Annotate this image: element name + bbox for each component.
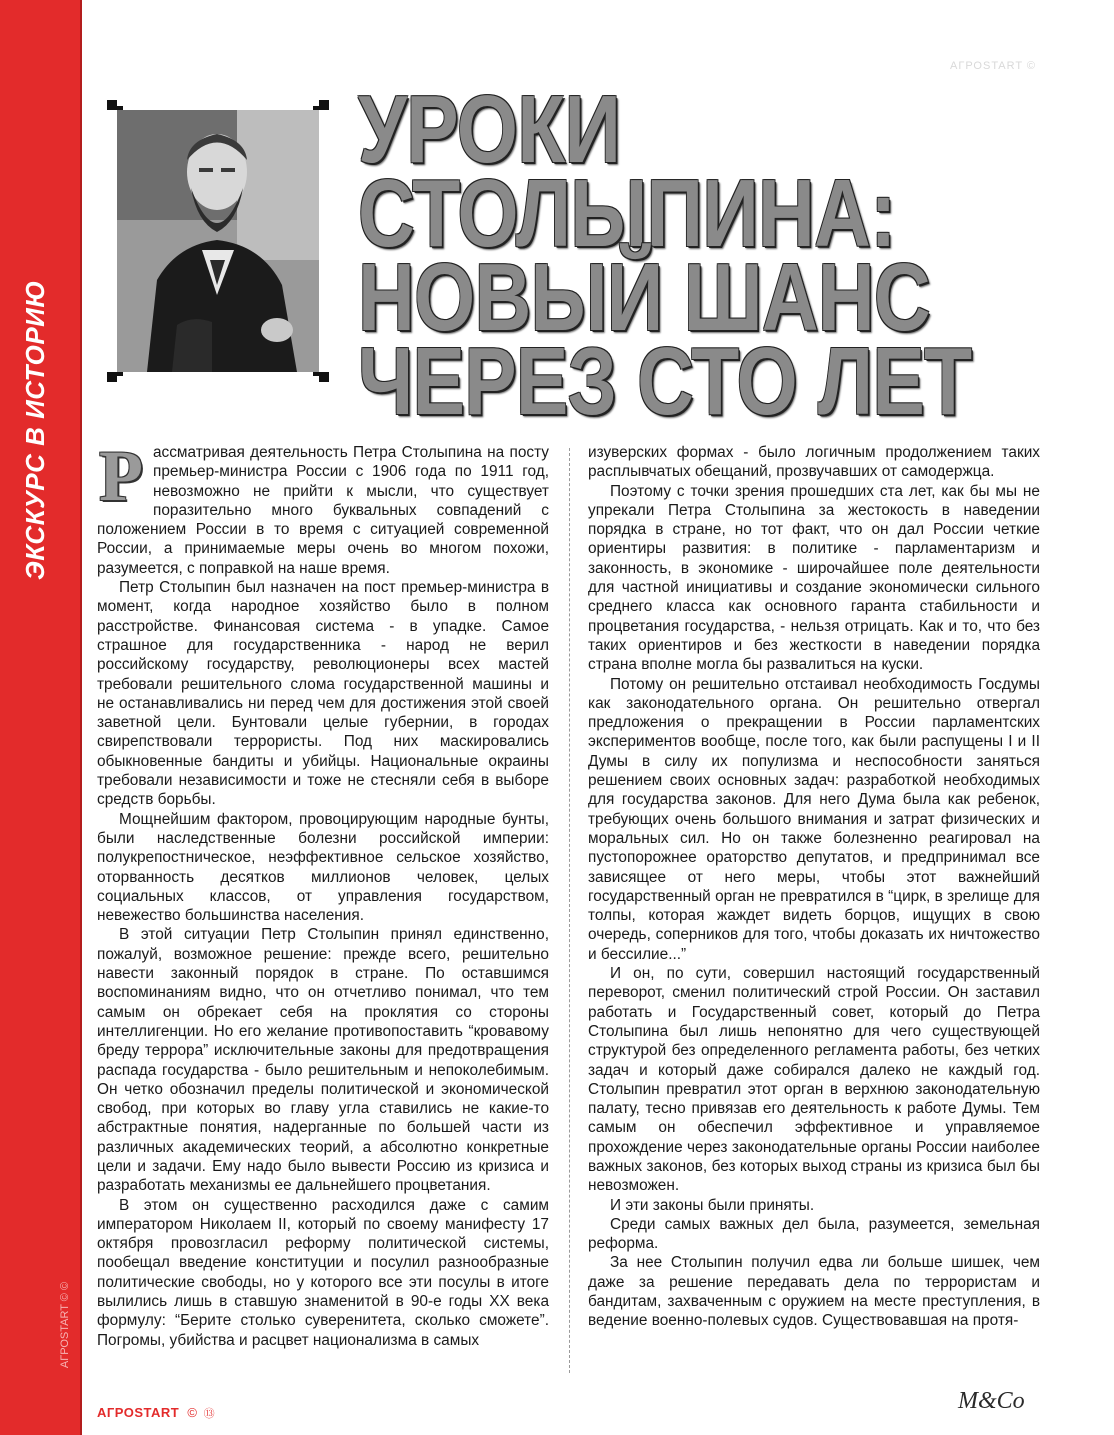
article-paragraph: Потому он решительно отстаивал необходимость Госдумы как законодательного органа. Он решительно отвергал предложения о прекращении в России парламентских экспериментов вообще, после того, как были распущены I и II Думы в силу их популизма и неспособности заняться решением своих основных задач: разработкой необходимых для государства законов. Для него Дума была как ребенок, требующих очень большого внимания и затрат физических и моральных сил. Но он также болезненно реагировал на пустопорожнее ораторство депутатов, и предпринимал все зависящее от него меры, чтобы этот важнейший государственный орган не превратился в “цирк, в зрелище для толпы, которая жаждет видеть борцов, ищущих в свою очередь, соперников для того, чтобы доказать их ничтожество и бессилие...” (588, 675, 1040, 963)
column-divider (569, 448, 571, 1373)
article-title (358, 76, 972, 435)
author-signature: M&Co (958, 1388, 1025, 1414)
article-column-left (97, 436, 549, 1350)
title-line-4: ЧЕРЕЗ СТО ЛЕТ (358, 328, 972, 435)
article-paragraph: В этом он существенно расходился даже с самим императором Николаем II, который по своему манифесту 17 октября провозгласил реформу политической системы, пообещал введение конституции и посулил разнообразные политические свободы, но у которого все эти посулы в итоге вылились лишь в ставшую знаменитой в 90-е годы XX века формулу: “Берите столько суверенитета, сколько сможете”. Погромы, убийства и расцвет национализма в самых (97, 1196, 549, 1349)
article-paragraph: За нее Столыпин получил едва ли больше шишек, чем даже за решение передавать дела по террористам и бандитам, захваченным с оружием на месте преступления, в ведение военно-полевых судов. Существовавшая на протя- (588, 1254, 1040, 1330)
sidebar-edge (80, 0, 82, 1435)
article-paragraph: Петр Столыпин был назначен на пост премьер-министра в момент, когда народное хозяйство было в полном расстройстве. Финансовая система - в упадке. Самое страшное для государственника - народ не верил российскому государству, революционеры всех мастей требовали решительного слома государственной машины и не останавливались ни перед чем для достижения этой своей заветной цели. Бунтовали целые губернии, в городах свирепствовали террористы. Под них маскировались обыкновенные бандиты и убийцы. Национальные окраины требовали независимости и тоже не стесняли себя в выборе средств борьбы. (97, 579, 549, 809)
section-label-text: ЭКСКУРС В ИСТОРИЮ (20, 280, 50, 580)
article-paragraph: И он, по сути, совершил настоящий государственный переворот, сменил политический строй России. Он заставил работать и Государственный совет, который до Петра Столыпина был лишь непонятно для чего существующей структурой без определенного регламента работы, без четких задач и который даже собирался далеко не каждый год. Столыпин превратил этот орган в верхнюю законодательную палату, тесно привязав его деятельность к работе Думы. Тем самым он обеспечил эффективное и управляемое прохождение через законодательные органы России наиболее важных законов, без которых выход страны из кризиса был бы невозможен. (588, 965, 1040, 1195)
article-paragraph: Среди самых важных дел была, разумеется, земельная реформа. (588, 1215, 1040, 1253)
article-paragraph: Поэтому с точки зрения прошедших ста лет, как бы мы не упрекали Петра Столыпина за жестокость в наведении порядка в стране, но тот факт, что он дал России четкие ориентиры развития: в политике - парламентаризм и законность, в экономике - широчайшее поле деятельности для частной инициативы и создание экономически сильного среднего класса как основного гаранта стабильности и процветания государства, - нельзя отрицать. Как и то, что без таких ориентиров и без жесткости в наведении порядка страна вполне могла бы развалиться на куски. (588, 482, 1040, 674)
portrait-photo-frame (107, 100, 329, 382)
portrait-illustration (117, 110, 319, 372)
footer-brand-part1: АГРО (97, 1405, 135, 1420)
article-paragraph: изуверских формах - было логичным продолжением таких расплывчатых обещаний, прозвучавших от самодержца. (588, 444, 1040, 481)
first-paragraph-text: ассматривая деятельность Петра Столыпина на посту премьер-министра России с 1906 года по 1911 год, невозможно не прийти к мысли, что существует поразительно много буквальных совпадений с положением России в то время с ситуацией современной России, а принимаемые меры очень во многом похожи, разумеется, с поправкой на наше время. (97, 444, 549, 577)
article-paragraph: Мощнейшим фактором, провоцирующим народные бунты, были наследственные болезни российской империи: полукрепостническое, неэффективное сельское хозяйство, оторванность десятков миллионов человек, целых социальных классов, от управления государством, невежество большинства населения. (97, 810, 549, 925)
portrait-photo (117, 110, 319, 372)
article-column-right (588, 443, 1040, 1331)
side-brand-label: АГРОSTART © © (59, 1281, 71, 1369)
drop-cap: Р (99, 436, 143, 516)
article-paragraph: И эти законы были приняты. (610, 1196, 815, 1214)
footer-copyright: © (187, 1405, 198, 1420)
section-sidebar (0, 0, 80, 1435)
footer-brand-part2: START (134, 1405, 180, 1420)
article-paragraph (97, 436, 549, 578)
title-line-2: СТОЛЫПИНА: (358, 160, 896, 267)
page-footer (97, 1405, 215, 1421)
title-line-3: НОВЫЙ ШАНС (358, 244, 930, 351)
title-line-1: УРОКИ (358, 76, 621, 183)
footer-page-mark: ⑬ (203, 1408, 216, 1420)
header-note: АГРОSTART © (950, 60, 1036, 72)
article-paragraph: В этой ситуации Петр Столыпин принял единственно, пожалуй, возможное решение: прежде всего, решительно навести законный порядок в стране. По оставшимся воспоминаниям видно, что он отчетливо понимал, что тем самым он обрекает себя на проклятия со стороны интеллигенции. Но его желание противопоставить “кровавому бреду террора” исключительные законы для предотвращения распада государства - было решительным и непоколебимым. Он четко обозначил пределы политической и экономической свобод, при которых во главу угла ставились не какие-то абстрактные понятия, надерганные по большей части из различных академических теорий, а абсолютно конкретные цели и задачи. Ему надо было вывести Россию из кризиса и разработать механизмы ее дальнейшего процветания. (97, 926, 549, 1195)
